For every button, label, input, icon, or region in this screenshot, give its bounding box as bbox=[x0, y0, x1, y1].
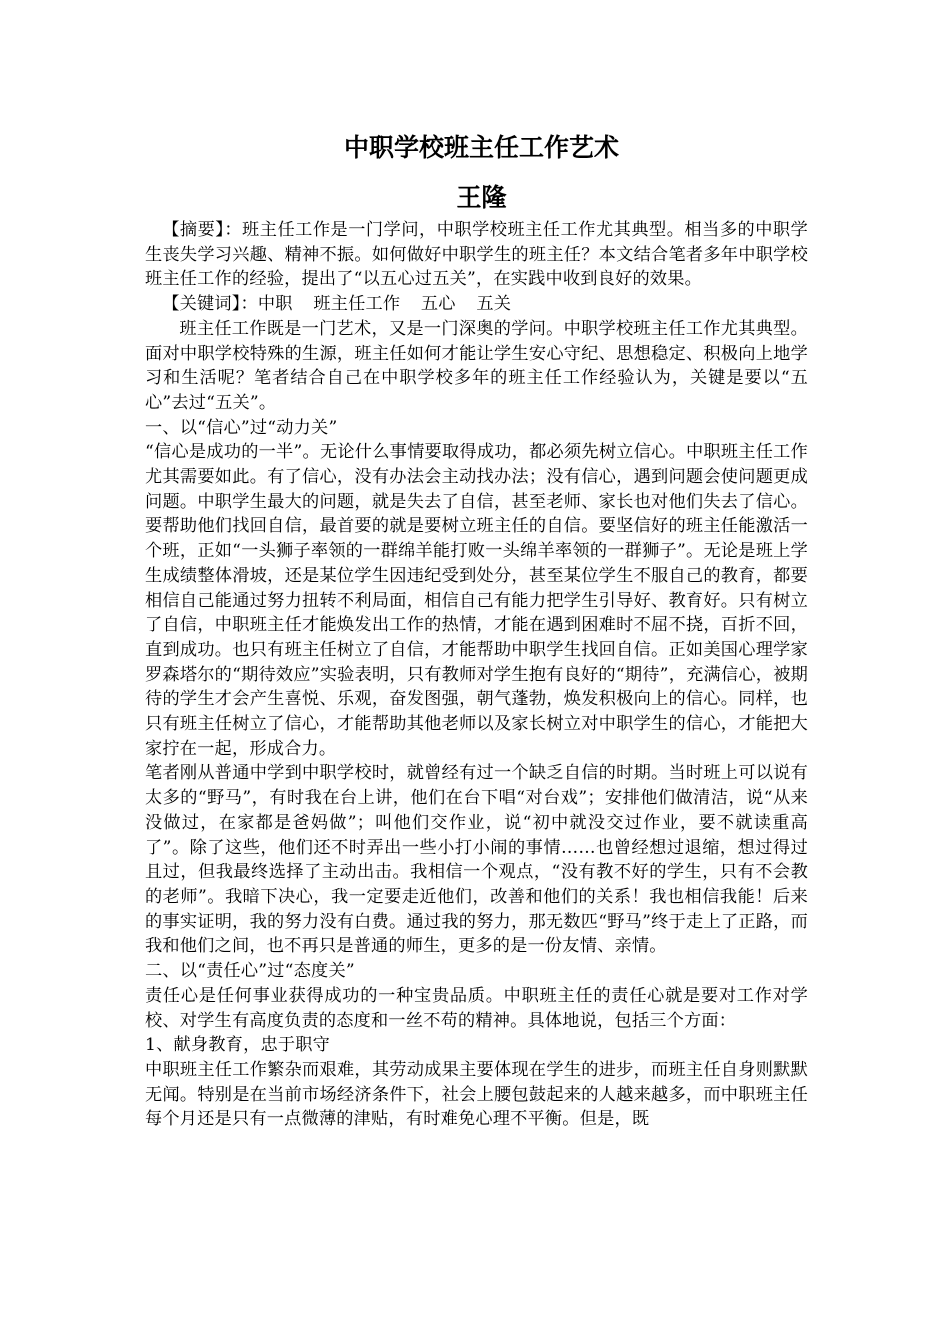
section1-paragraph-2: 笔者刚从普通中学到中职学校时，就曾经有过一个缺乏自信的时期。当时班上可以说有太多的“野马”，有时我在台上讲，他们在台下唱“对台戏”；安排他们做清洁，说“从来没做过，在家都是爸妈做”；叫他们交作业，说“初中就没交过作业，要不就读重高了”。除了这些，他们还不时弄出一些小打小闹的事情……也曾经想过退缩，想过得过且过，但我最终选择了主动出击。我相信一个观点，“没有教不好的学生，只有不会教的老师”。我暗下决心，我一定要走近他们，改善和他们的关系！我也相信我能！后来的事实证明，我的努力没有白费。通过我的努力，那无数匹“野马”终于走上了正路，而我和他们之间，也不再只是普通的师生，更多的是一份友情、亲情。 bbox=[145, 763, 808, 957]
keywords-label: 【关键词】： bbox=[162, 294, 258, 315]
document-body bbox=[145, 218, 808, 1132]
intro-paragraph: 班主任工作既是一门艺术，又是一门深奥的学问。中职学校班主任工作尤其典型。面对中职学校特殊的生源，班主任如何才能让学生安心守纪、思想稳定、积极向上地学习和生活呢？笔者结合自己在中职学校多年的班主任工作经验认为，关键是要以“五心”去过“五关”。 bbox=[145, 318, 808, 413]
section2-paragraph-1: 责任心是任何事业获得成功的一种宝贵品质。中职班主任的责任心就是要对工作对学校、对学生有高度负责的态度和一丝不苟的精神。具体地说，包括三个方面： bbox=[145, 985, 808, 1031]
document-page bbox=[145, 126, 808, 1132]
keywords-line bbox=[145, 292, 808, 317]
keyword-2: 班主任工作 bbox=[313, 294, 401, 315]
keyword-1: 中职 bbox=[257, 294, 293, 315]
keyword-4: 五关 bbox=[476, 294, 512, 315]
section2-paragraph-2: 中职班主任工作繁杂而艰难，其劳动成果主要体现在学生的进步，而班主任自身则默默无闻。特别是在当前市场经济条件下，社会上腰包鼓起来的人越来越多，而中职班主任每个月还是只有一点微薄的津贴，有时难免心理不平衡。但是，既 bbox=[145, 1059, 808, 1130]
keyword-3: 五心 bbox=[420, 294, 456, 315]
document-title: 中职学校班主任工作艺术 bbox=[343, 133, 619, 162]
abstract-paragraph: 【摘要】：班主任工作是一门学问，中职学校班主任工作尤其典型。相当多的中职学生丧失学习兴趣、精神不振。如何做好中职学生的班主任？本文结合笔者多年中职学校班主任工作的经验，提出了“以五心过五关”，在实践中收到良好的效果。 bbox=[145, 220, 808, 290]
section1-paragraph-1: “信心是成功的一半”。无论什么事情要取得成功，都必须先树立信心。中职班主任工作尤其需要如此。有了信心，没有办法会主动找办法；没有信心，遇到问题会使问题更成问题。中职学生最大的问题，就是失去了自信，甚至老师、家长也对他们失去了信心。要帮助他们找回自信，最首要的就是要树立班主任的自信。要坚信好的班主任能激活一个班，正如“一头狮子率领的一群绵羊能打败一头绵羊率领的一群狮子”。无论是班上学生成绩整体滑坡，还是某位学生因违纪受到处分，甚至某位学生不服自己的教育，都要相信自己能通过努力扭转不利局面，相信自己有能力把学生引导好、教育好。只有树立了自信，中职班主任才能焕发出工作的热情，才能在遇到困难时不屈不挠，百折不回，直到成功。也只有班主任树立了自信，才能帮助中职学生找回自信。正如美国心理学家罗森塔尔的“期待效应”实验表明，只有教师对学生抱有良好的“期待”，充满信心，被期待的学生才会产生喜悦、乐观，奋发图强，朝气蓬勃，焕发积极向上的信心。同样，也只有班主任树立了信心，才能帮助其他老师以及家长树立对中职学生的信心，才能把大家拧在一起，形成合力。 bbox=[145, 442, 808, 759]
section2-heading: 二、以“责任心”过“态度关” bbox=[145, 961, 355, 982]
section1-heading: 一、以“信心”过“动力关” bbox=[145, 417, 338, 438]
section2-subheading-1: 1、献身教育，忠于职守 bbox=[145, 1035, 331, 1056]
document-author: 王隆 bbox=[456, 183, 507, 212]
